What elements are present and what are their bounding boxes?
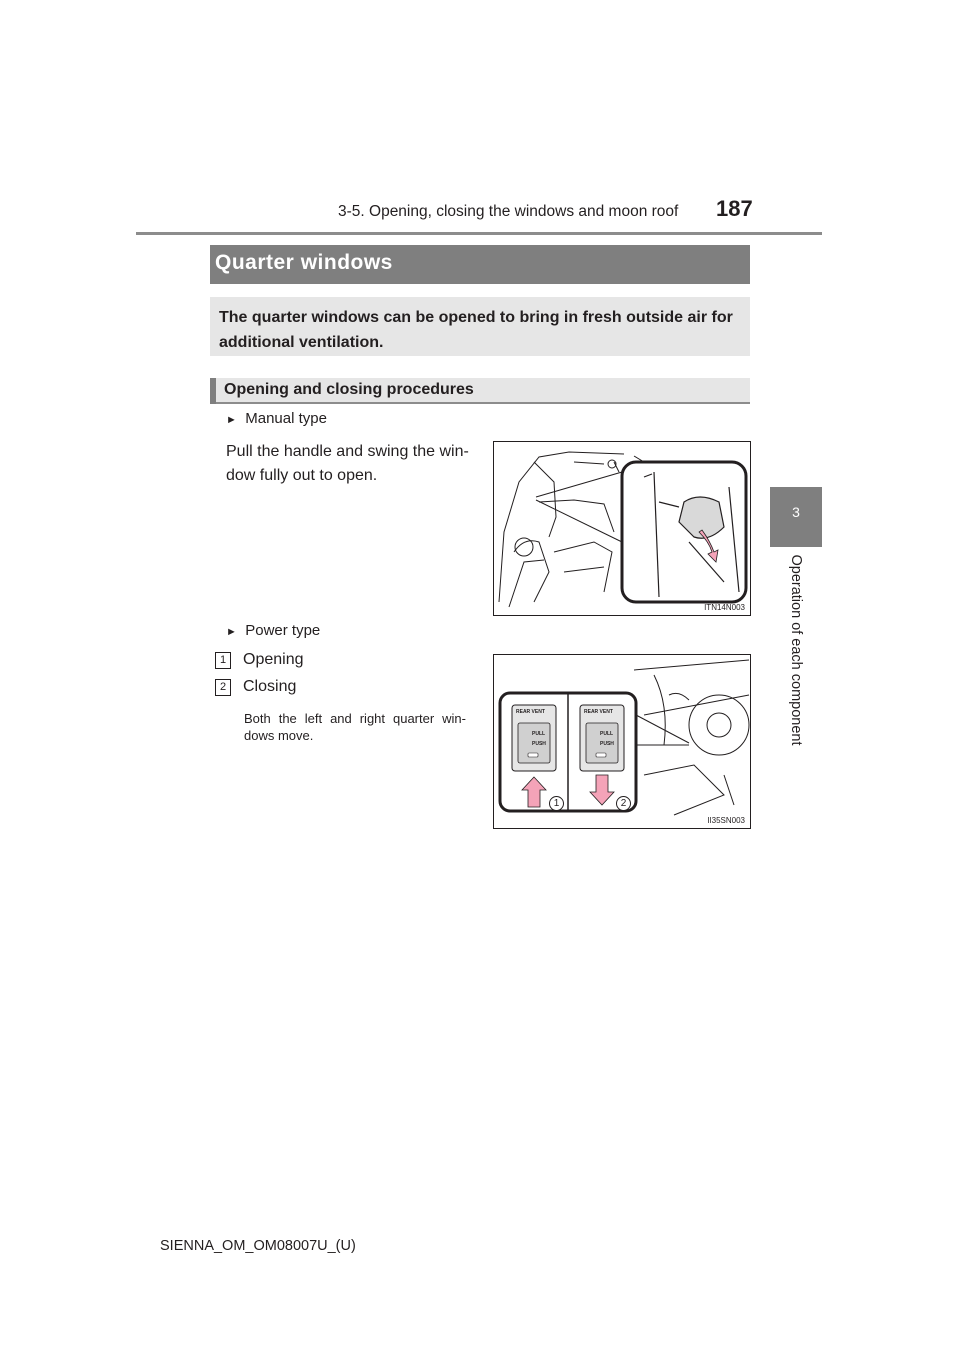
callout-1: 1 <box>549 796 564 811</box>
triangle-bullet-icon: ► <box>226 414 237 426</box>
chapter-number: 3 <box>792 504 800 520</box>
page-title: Quarter windows <box>215 251 393 274</box>
power-figure-code: II35SN003 <box>707 816 745 825</box>
switch-1-push: PUSH <box>532 741 546 747</box>
manual-type-label: Manual type <box>245 410 327 427</box>
item-label-closing: Closing <box>243 678 297 695</box>
chapter-label: Operation of each component <box>788 554 804 746</box>
item-label-opening: Opening <box>243 651 304 668</box>
page-number: 187 <box>716 196 753 221</box>
subsection-accent <box>210 378 216 404</box>
item-number-2: 2 <box>215 679 231 696</box>
power-switch-figure <box>493 654 751 829</box>
power-type-bullet <box>226 622 320 639</box>
switch-2-label: REAR VENT <box>584 709 613 715</box>
switch-2-push: PUSH <box>600 741 614 747</box>
header-rule <box>136 232 822 235</box>
intro-text: The quarter windows can be opened to bring in fresh outside air for additional ventilation. <box>219 309 733 351</box>
subsection-heading: Opening and closing procedures <box>224 381 474 398</box>
switch-2-pull: PULL <box>600 731 614 737</box>
manual-figure-code: ITN14N003 <box>704 603 745 612</box>
callout-2: 2 <box>616 796 631 811</box>
switch-1-pull: PULL <box>532 731 546 737</box>
section-title: 3-5. Opening, closing the windows and moon roof <box>338 203 679 220</box>
triangle-bullet-icon: ► <box>226 626 237 638</box>
manual-type-text: Pull the handle and swing the win-dow fully out to open. <box>226 443 469 484</box>
footer-doc-code: SIENNA_OM_OM08007U_(U) <box>160 1238 356 1254</box>
item-number-1: 1 <box>215 652 231 669</box>
power-note: Both the left and right quarter win-dows move. <box>244 711 466 743</box>
manual-window-illustration <box>494 442 750 615</box>
switch-1-label: REAR VENT <box>516 709 545 715</box>
manual-type-bullet <box>226 410 327 427</box>
manual-window-figure <box>493 441 751 616</box>
power-type-label: Power type <box>245 622 321 639</box>
